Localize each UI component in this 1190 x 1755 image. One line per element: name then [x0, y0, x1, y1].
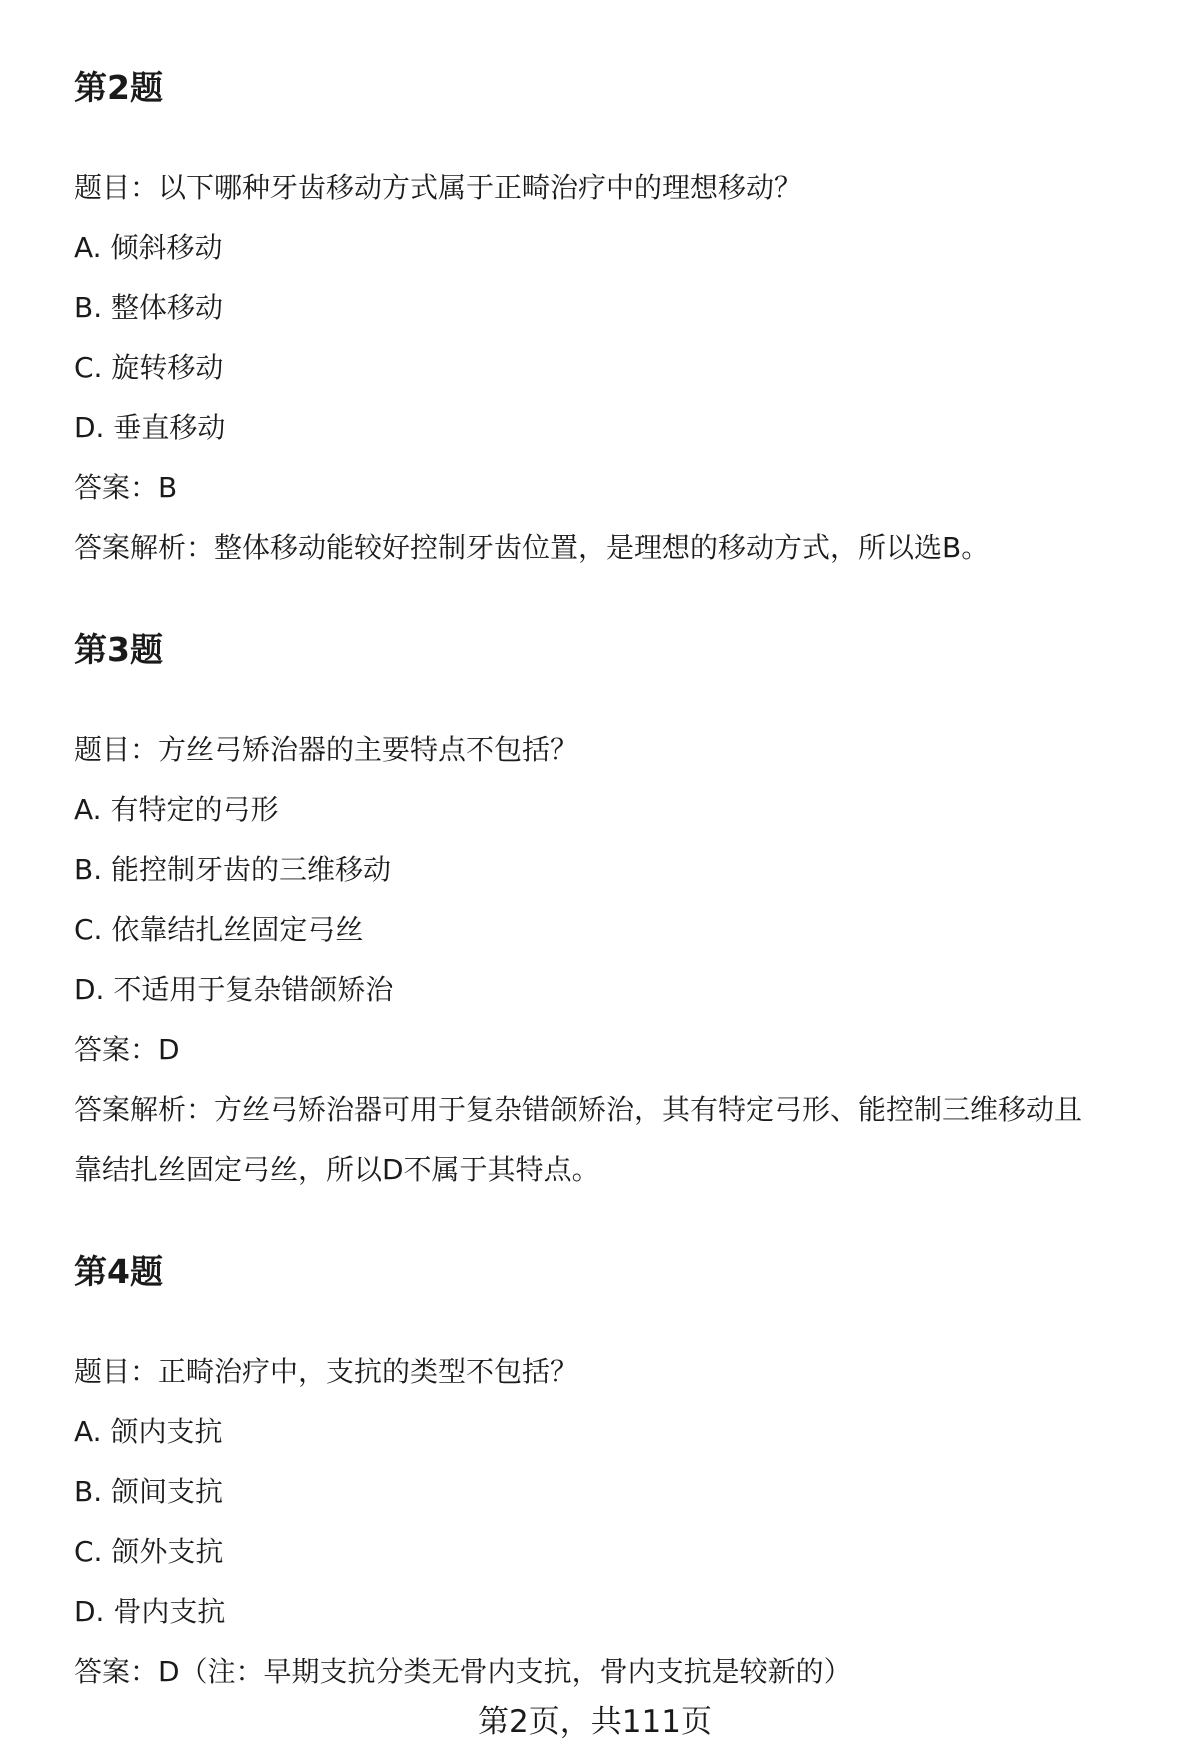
question-heading: 第4题 [74, 1252, 163, 1291]
answer: 答案：D（注：早期支抗分类无骨内支抗，骨内支抗是较新的） [74, 1655, 852, 1688]
answer-analysis-continued: 靠结扎丝固定弓丝，所以D不属于其特点。 [74, 1153, 600, 1186]
option-b: B. 能控制牙齿的三维移动 [74, 853, 392, 886]
page-number-footer: 第2页，共111页 [478, 1704, 712, 1740]
question-stem: 题目：以下哪种牙齿移动方式属于正畸治疗中的理想移动？ [74, 171, 803, 204]
option-c: C. 颌外支抗 [74, 1535, 224, 1568]
question-stem: 题目：方丝弓矫治器的主要特点不包括？ [74, 733, 579, 766]
option-b: B. 整体移动 [74, 291, 224, 324]
option-d: D. 垂直移动 [74, 411, 226, 444]
answer: 答案：D [74, 1033, 180, 1066]
answer: 答案：B [74, 471, 178, 504]
option-c: C. 旋转移动 [74, 351, 224, 384]
option-d: D. 骨内支抗 [74, 1595, 226, 1628]
option-c: C. 依靠结扎丝固定弓丝 [74, 913, 364, 946]
question-heading: 第2题 [74, 68, 163, 107]
answer-analysis: 答案解析：整体移动能较好控制牙齿位置，是理想的移动方式，所以选B。 [74, 531, 990, 564]
option-a: A. 颌内支抗 [74, 1415, 223, 1448]
option-a: A. 倾斜移动 [74, 231, 223, 264]
option-d: D. 不适用于复杂错颌矫治 [74, 973, 394, 1006]
question-heading: 第3题 [74, 630, 163, 669]
question-stem: 题目：正畸治疗中，支抗的类型不包括？ [74, 1355, 579, 1388]
option-b: B. 颌间支抗 [74, 1475, 224, 1508]
answer-analysis: 答案解析：方丝弓矫治器可用于复杂错颌矫治，其有特定弓形、能控制三维移动且 [74, 1093, 1083, 1126]
option-a: A. 有特定的弓形 [74, 793, 279, 826]
